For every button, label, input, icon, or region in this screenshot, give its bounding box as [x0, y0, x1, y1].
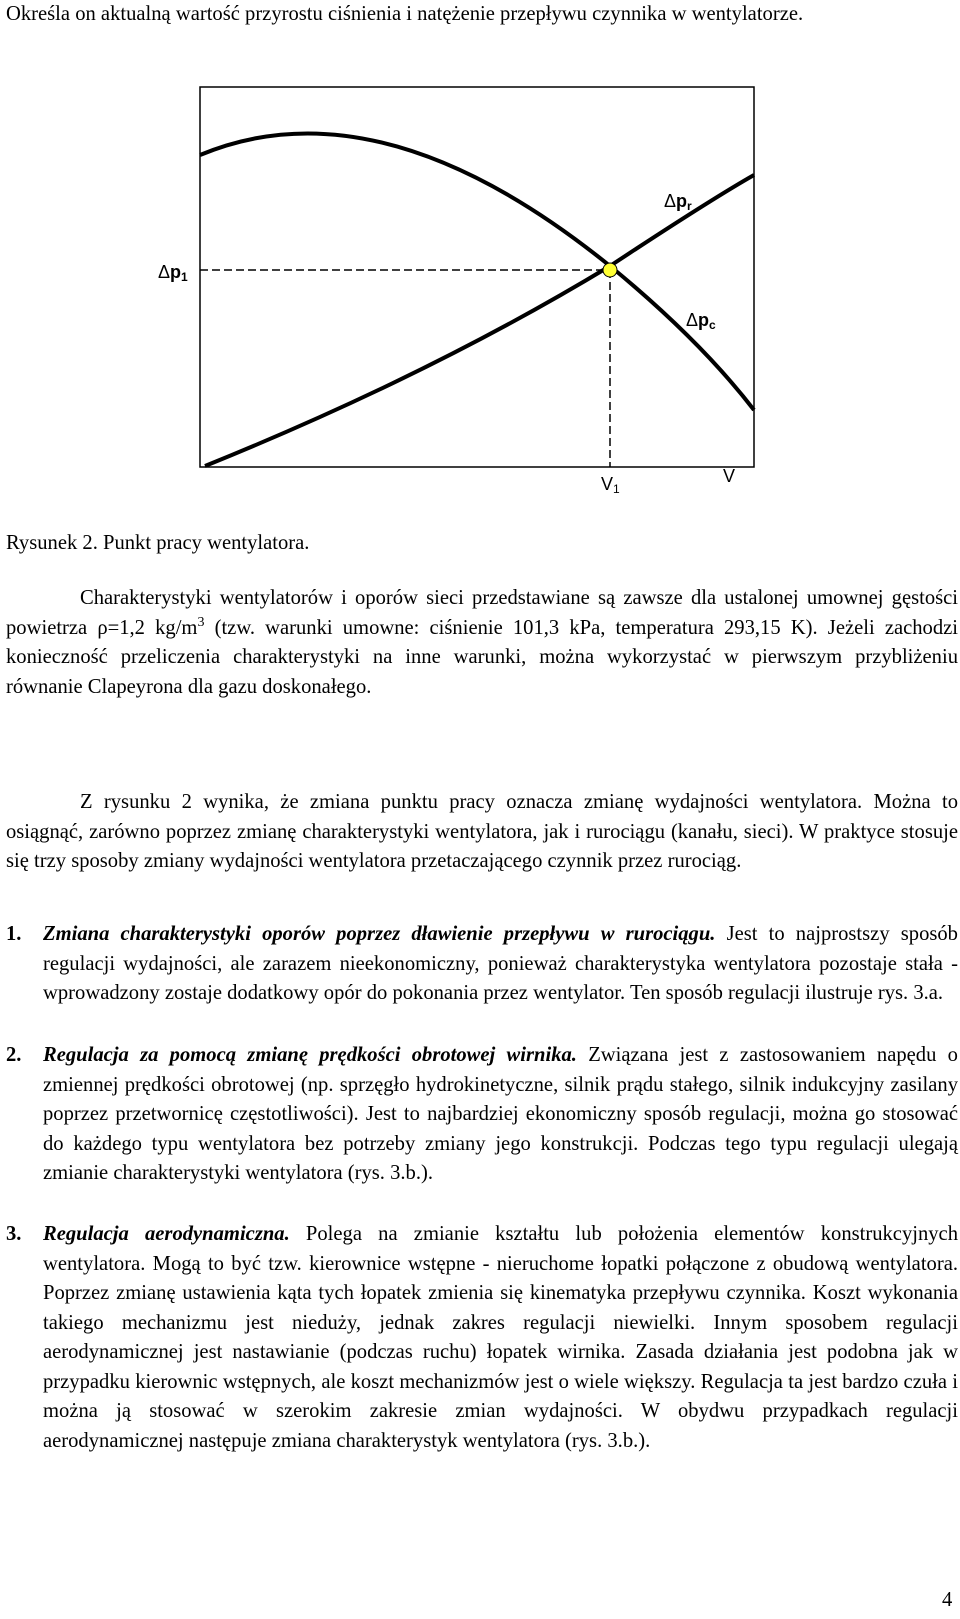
- label-delta-pc: Δpc: [686, 310, 716, 332]
- label-delta-pr: Δpr: [664, 191, 692, 213]
- figure-caption: Rysunek 2. Punkt pracy wentylatora.: [6, 532, 310, 554]
- list-item-number: 3.: [6, 1223, 22, 1245]
- label-delta-p1: Δp1: [158, 262, 188, 284]
- list-item-heading: Regulacja za pomocą zmianę prędkości obrotowej wirnika.: [43, 1044, 577, 1066]
- list-item-aerodynamic: [6, 1220, 958, 1456]
- list-item-text: Polega na zmianie kształtu lub położenia elementów konstrukcyjnych wentylatora. Mogą to być tzw. kierownice wstępne - nieruchome łopatki połączone z obudową wentylatora. Poprzez zmianę ustawienia kąta tych łopatek zmienia się kinematyka przepływu czynnika. Koszt wykonania takiego mechanizmu jest nieduży, jednak zakres regulacji niewielki. Innym sposobem regulacji aerodynamicznej jest nastawianie (podczas ruchu) łopatek wirnika. Zasada działania jest podobna jak w przypadku kierownic wstępnych, ale koszt mechanizmów jest o wiele większy. Regulacja ta jest bardzo czuła i można ją stosować w szerokim zakresie zmian wydajności. W obydwu przypadkach regulacji aerodynamicznej następuje zmiana charakterystyk wentylatora (rys. 3.b.).: [43, 1223, 958, 1452]
- paragraph-conditions: [6, 584, 958, 702]
- paragraph-operating-point-change: Z rysunku 2 wynika, że zmiana punktu pracy oznacza zmianę wydajności wentylatora. Można to osiągnąć, zarówno poprzez zmianę charakterystyki wentylatora, jak i rurociągu (kanału, sieci). W praktyce stosuje się trzy sposoby zmiany wydajności wentylatora przetaczającego czynnik przez rurociąg.: [6, 791, 958, 872]
- list-item-text: Związana jest z zastosowaniem napędu o zmiennej prędkości obrotowej (np. sprzęgło hydrokinetyczne, silnik prądu stałego, silnik indukcyjny zasilany poprzez przetwornicę częstotliwości). Jest to najbardziej ekonomiczny sposób regulacji, można go stosować do każdego typu wentylatora bez potrzeby zmiany jego konstrukcji. Podczas tego typu regulacji ulegają zmianie charakterystyki wentylatora (rys. 3.b.).: [43, 1044, 958, 1184]
- operating-point-marker: [603, 263, 617, 277]
- intro-paragraph: Określa on aktualną wartość przyrostu ciśnienia i natężenie przepływu czynnika w wentylatorze.: [6, 3, 804, 25]
- list-item-speed-control: [6, 1041, 958, 1189]
- plot-frame: [200, 87, 754, 467]
- list-item-number: 2.: [6, 1044, 22, 1066]
- list-item-throttling: [6, 920, 958, 1009]
- list-item-heading: Regulacja aerodynamiczna.: [43, 1223, 290, 1245]
- label-v1: V1: [601, 474, 620, 496]
- fan-characteristic-curve: [200, 133, 754, 410]
- paragraph-conditions-part1: Charakterystyki wentylatorów i oporów sieci przedstawiane są zawsze dla ustalonej umownej gęstości powietrza ρ=1,2 kg/m: [6, 587, 958, 639]
- paragraph-conditions-part2: (tzw. warunki umowne: ciśnienie 101,3 kPa, temperatura 293,15 K). Jeżeli zachodzi konieczność przeliczenia charakterystyki na inne warunki, można wykorzystać w pierwszym przybliżeniu równanie Clapeyrona dla gazu doskonałego.: [6, 616, 959, 698]
- list-item-text: Jest to najprostszy sposób regulacji wydajności, ale zarazem nieekonomiczny, ponieważ charakterystyka wentylatora pozostaje stała - wprowadzony zostaje dodatkowy opór do pokonania przez wentylator. Ten sposób regulacji ilustruje rys. 3.a.: [43, 923, 958, 1004]
- superscript-3: 3: [197, 614, 205, 630]
- page-number: 4: [942, 1589, 953, 1611]
- list-item-number: 1.: [6, 923, 22, 945]
- list-item-heading: Zmiana charakterystyki oporów poprzez dławienie przepływu w rurociągu.: [43, 923, 716, 945]
- operating-point-figure: [0, 0, 960, 520]
- label-v-axis: V: [723, 466, 736, 486]
